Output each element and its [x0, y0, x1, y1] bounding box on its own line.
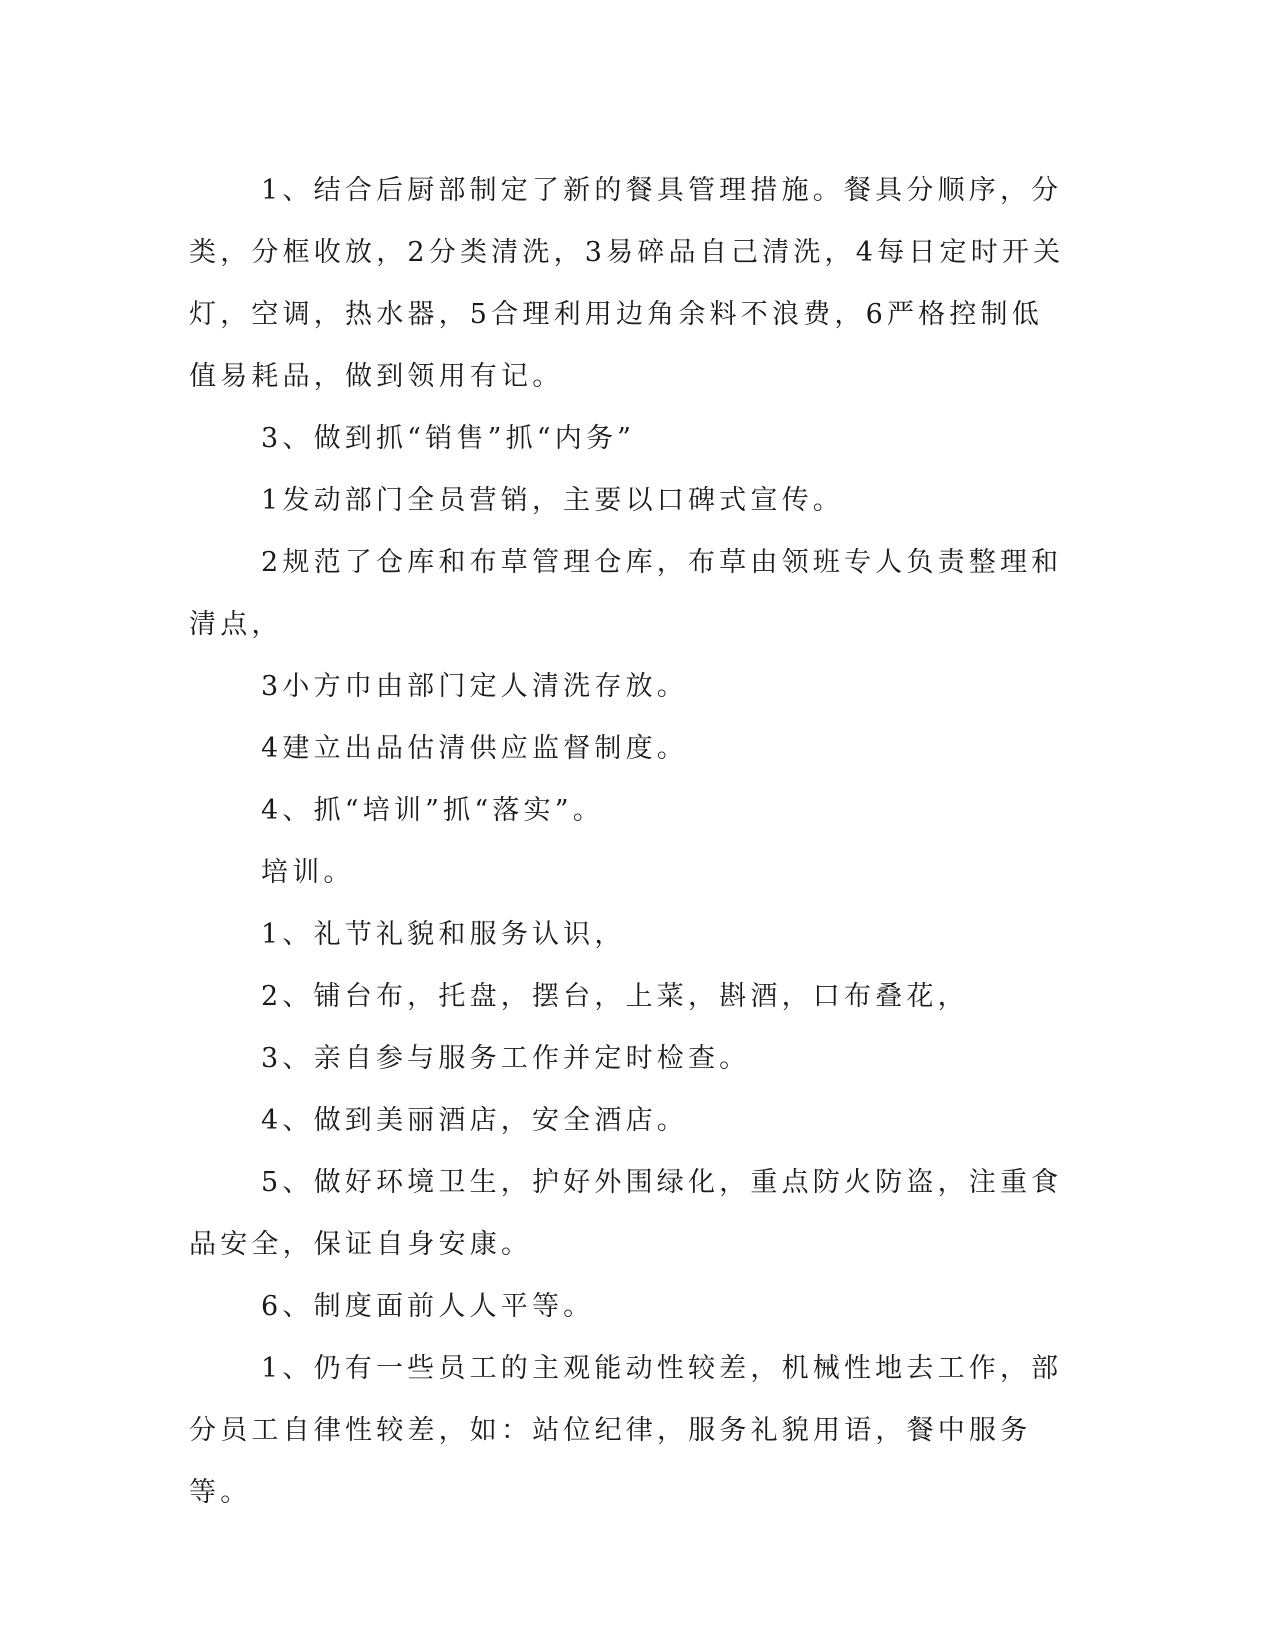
document-body — [189, 160, 1069, 1524]
paragraph-15: 1、仍有一些员工的主观能动性较差，机械性地去工作，部分员工自律性较差，如：站位纪律，服务礼貌用语，餐中服务等。 — [189, 1353, 1063, 1508]
paragraph-9: 1、礼节礼貌和服务认识， — [261, 919, 626, 950]
paragraph-4: 2规范了仓库和布草管理仓库，布草由领班专人负责整理和清点， — [189, 547, 1063, 640]
paragraph-11: 3、亲自参与服务工作并定时检查。 — [261, 1043, 751, 1074]
paragraph-6: 4建立出品估清供应监督制度。 — [261, 733, 688, 764]
paragraph-1: 1、结合后厨部制定了新的餐具管理措施。餐具分顺序，分类，分框收放，2分类清洗，3易碎品自己清洗，4每日定时开关灯，空调，热水器，5合理利用边角余料不浪费，6严格控制低值易耗品，做到领用有记。 — [189, 175, 1065, 392]
paragraph-3: 1发动部门全员营销，主要以口碑式宣传。 — [261, 485, 844, 516]
paragraph-2: 3、做到抓“销售”抓“内务” — [261, 423, 636, 454]
paragraph-13: 5、做好环境卫生，护好外围绿化，重点防火防盗，注重食品安全，保证自身安康。 — [189, 1167, 1063, 1260]
paragraph-14: 6、制度面前人人平等。 — [261, 1291, 595, 1322]
paragraph-8: 培训。 — [261, 857, 355, 888]
paragraph-7: 4、抓“培训”抓“落实”。 — [261, 795, 604, 826]
paragraph-5: 3小方巾由部门定人清洗存放。 — [261, 671, 688, 702]
paragraph-12: 4、做到美丽酒店，安全酒店。 — [261, 1105, 688, 1136]
paragraph-10: 2、铺台布，托盘，摆台，上菜，斟酒，口布叠花， — [261, 981, 969, 1012]
